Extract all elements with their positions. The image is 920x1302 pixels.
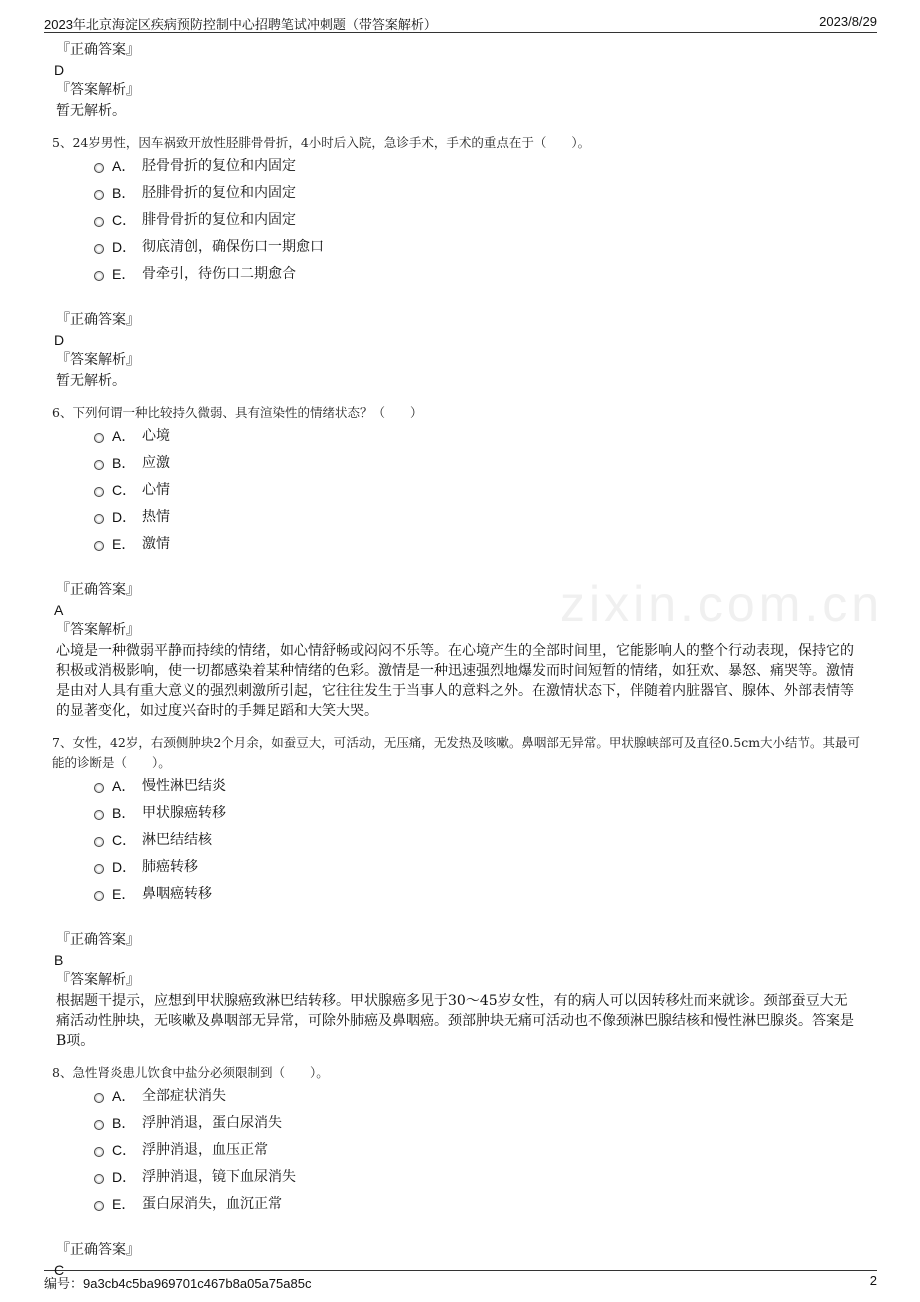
- radio-icon[interactable]: [94, 1201, 104, 1211]
- option-item[interactable]: B． 应激: [92, 450, 920, 477]
- question-text: 7、女性，42岁，右颈侧肿块2个月余，如蚕豆大，可活动，无压痛，无发热及咳嗽。鼻咽部无异常。甲状腺峡部可及直径0.5cm大小结节。其最可能的诊断是（ ）。: [52, 735, 861, 770]
- analysis-text: 暂无解析。: [56, 373, 126, 389]
- watermark: zixin.com.cn: [560, 576, 884, 632]
- option-item[interactable]: D． 热情: [92, 504, 920, 531]
- radio-icon[interactable]: [94, 163, 104, 173]
- radio-icon[interactable]: [94, 1147, 104, 1157]
- answer-label: 『正确答案』: [56, 1242, 140, 1258]
- option-item[interactable]: D． 彻底清创，确保伤口一期愈口: [92, 234, 920, 261]
- option-item[interactable]: A． 胫骨骨折的复位和内固定: [92, 153, 920, 180]
- analysis-text: 心境是一种微弱平静而持续的情绪，如心情舒畅或闷闷不乐等。在心境产生的全部时间里，它能影响人的整个行动表现，保持它的积极或消极影响，使一切都感染着某种情绪的色彩。激情是一种迅速强烈地爆发而时间短暂的情绪，如狂欢、暴怒、痛哭等。激情是由对人具有重大意义的强烈刺激所引起，它往往发生于当事人的意料之外。在激情状态下，伴随着内脏器官、腺体、外部表情等的显著变化，如过度兴奋时的手舞足蹈和大笑大哭。: [56, 643, 854, 719]
- option-item[interactable]: B． 甲状腺癌转移: [92, 800, 920, 827]
- answer-value: D: [54, 332, 65, 348]
- radio-icon[interactable]: [94, 1174, 104, 1184]
- option-item[interactable]: B． 浮肿消退，蛋白尿消失: [92, 1110, 920, 1137]
- option-item[interactable]: E． 激情: [92, 531, 920, 558]
- radio-icon[interactable]: [94, 433, 104, 443]
- analysis-label: 『答案解析』: [56, 352, 140, 368]
- radio-icon[interactable]: [94, 864, 104, 874]
- answer-label: 『正确答案』: [56, 42, 140, 58]
- answer-label: 『正确答案』: [56, 932, 140, 948]
- option-item[interactable]: E． 骨牵引，待伤口二期愈合: [92, 261, 920, 288]
- radio-icon[interactable]: [94, 514, 104, 524]
- radio-icon[interactable]: [94, 190, 104, 200]
- option-item[interactable]: B． 胫腓骨折的复位和内固定: [92, 180, 920, 207]
- radio-icon[interactable]: [94, 460, 104, 470]
- option-list: [0, 153, 920, 288]
- option-list: [0, 423, 920, 558]
- option-item[interactable]: A． 全部症状消失: [92, 1083, 920, 1110]
- analysis-label: 『答案解析』: [56, 82, 140, 98]
- option-item[interactable]: D． 浮肿消退，镜下血尿消失: [92, 1164, 920, 1191]
- question-text: 6、下列何谓一种比较持久微弱、具有渲染性的情绪状态？（ ）: [52, 405, 423, 420]
- question-text: 8、急性肾炎患儿饮食中盐分必须限制到（ ）。: [52, 1065, 329, 1080]
- answer-label: 『正确答案』: [56, 312, 140, 328]
- option-item[interactable]: C． 腓骨骨折的复位和内固定: [92, 207, 920, 234]
- option-item[interactable]: E． 蛋白尿消失，血沉正常: [92, 1191, 920, 1218]
- document-title: 2023年北京海淀区疾病预防控制中心招聘笔试冲刺题（带答案解析）: [44, 17, 437, 32]
- option-item[interactable]: E． 鼻咽癌转移: [92, 881, 920, 908]
- radio-icon[interactable]: [94, 271, 104, 281]
- analysis-label: 『答案解析』: [56, 622, 140, 638]
- analysis-text: 暂无解析。: [56, 103, 126, 119]
- radio-icon[interactable]: [94, 837, 104, 847]
- document-body: [0, 40, 920, 1280]
- radio-icon[interactable]: [94, 487, 104, 497]
- radio-icon[interactable]: [94, 1120, 104, 1130]
- radio-icon[interactable]: [94, 810, 104, 820]
- analysis-label: 『答案解析』: [56, 972, 140, 988]
- question-text: 5、24岁男性，因车祸致开放性胫腓骨骨折，4小时后入院，急诊手术，手术的重点在于（ ）。: [52, 135, 591, 150]
- radio-icon[interactable]: [94, 783, 104, 793]
- option-item[interactable]: C． 心情: [92, 477, 920, 504]
- answer-value: C: [54, 1262, 65, 1278]
- option-item[interactable]: C． 淋巴结结核: [92, 827, 920, 854]
- radio-icon[interactable]: [94, 891, 104, 901]
- option-item[interactable]: A． 慢性淋巴结炎: [92, 773, 920, 800]
- option-item[interactable]: D． 肺癌转移: [92, 854, 920, 881]
- option-item[interactable]: A． 心境: [92, 423, 920, 450]
- radio-icon[interactable]: [94, 244, 104, 254]
- document-code: 编号：9a3cb4c5ba969701c467b8a05a75a85c: [44, 1276, 312, 1291]
- answer-value: B: [54, 952, 64, 968]
- answer-value: D: [54, 62, 65, 78]
- page-number: 2: [869, 1273, 877, 1288]
- answer-value: A: [54, 602, 64, 618]
- radio-icon[interactable]: [94, 541, 104, 551]
- option-item[interactable]: C． 浮肿消退，血压正常: [92, 1137, 920, 1164]
- radio-icon[interactable]: [94, 1093, 104, 1103]
- analysis-text: 根据题干提示，应想到甲状腺癌致淋巴结转移。甲状腺癌多见于30～45岁女性，有的病人可以因转移灶而来就诊。颈部蚕豆大无痛活动性肿块，无咳嗽及鼻咽部无异常，可除外肺癌及鼻咽癌。颈部肿块无痛可活动也不像颈淋巴腺结核和慢性淋巴腺炎。答案是B项。: [56, 993, 854, 1049]
- option-list: [0, 1083, 920, 1218]
- option-list: [0, 773, 920, 908]
- radio-icon[interactable]: [94, 217, 104, 227]
- document-date: 2023/8/29: [819, 14, 877, 29]
- page-header: [44, 14, 877, 33]
- answer-label: 『正确答案』: [56, 582, 140, 598]
